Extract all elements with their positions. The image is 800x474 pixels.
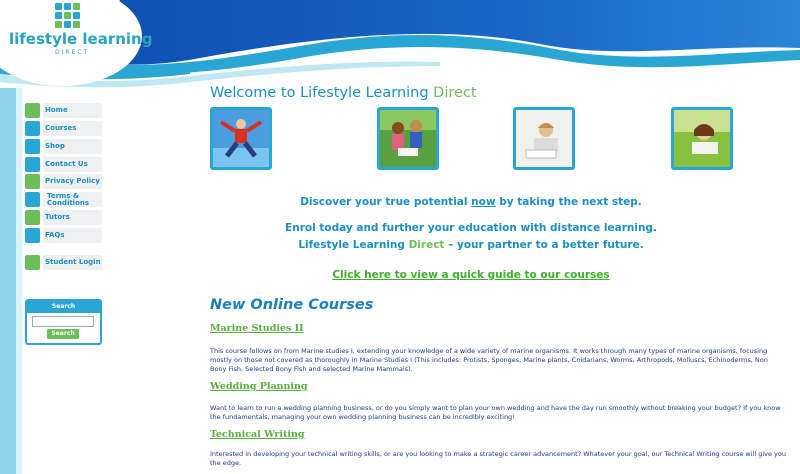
tagline-text-end: – your partner to a better future. xyxy=(444,239,644,251)
logo-grid-square xyxy=(73,12,80,19)
nav-square-icon xyxy=(25,255,40,270)
tagline-text-end: by taking the next step. xyxy=(495,196,642,208)
course-desc-wedding-planning: Want to learn to run a wedding planning business, or do you simply want to plan your own wedding and have the day run smoothly without breaking your budget? If you know the fundamentals, managing your own wedding planning business can be incredibly exciting! xyxy=(210,404,781,421)
nav-square-icon xyxy=(25,103,40,118)
tagline-text: Discover your true potential xyxy=(300,196,472,208)
search-panel xyxy=(25,299,102,345)
logo-grid-square xyxy=(73,21,80,28)
search-button[interactable]: Search xyxy=(47,329,79,339)
nav-square-icon xyxy=(25,121,40,136)
course-title-marine-studies[interactable]: Marine Studies II xyxy=(210,323,304,334)
nav-square-icon xyxy=(25,174,40,189)
nav-label: Terms & Conditions xyxy=(43,192,102,207)
course-title-wedding-planning[interactable]: Wedding Planning xyxy=(210,381,308,392)
logo-grid-square xyxy=(73,3,80,10)
nav-label: Student Login xyxy=(43,255,102,270)
left-decor-strip xyxy=(0,88,16,474)
header-banner xyxy=(0,0,800,88)
nav-item-terms-conditions[interactable] xyxy=(25,192,102,207)
nav-item-courses[interactable] xyxy=(25,121,102,136)
logo-grid-square xyxy=(64,12,71,19)
logo-grid-icon xyxy=(55,3,80,28)
logo-subtitle: DIRECT xyxy=(55,49,90,56)
logo-grid-square xyxy=(55,12,62,19)
tagline-enrol: Enrol today and further your education with distance learning. xyxy=(285,222,657,234)
nav-item-student-login[interactable] xyxy=(25,255,102,270)
woman-on-grass-photo xyxy=(671,107,733,170)
tagline-partner xyxy=(210,239,732,251)
nav-item-shop[interactable] xyxy=(25,139,102,154)
logo-grid-square xyxy=(64,3,71,10)
nav-label: Tutors xyxy=(43,210,102,225)
nav-item-contact-us[interactable] xyxy=(25,157,102,172)
studying-couple-photo xyxy=(377,107,439,170)
jumping-person-photo xyxy=(210,107,272,170)
welcome-direct: Direct xyxy=(433,85,477,101)
new-courses-heading: New Online Courses xyxy=(210,297,374,313)
nav-square-icon xyxy=(25,139,40,154)
nav-label: Home xyxy=(43,103,102,118)
tagline-text: Lifestyle Learning xyxy=(298,239,409,251)
woman-reading-photo xyxy=(513,107,575,170)
nav-label: FAQs xyxy=(43,228,102,243)
course-title-technical-writing[interactable]: Technical Writing xyxy=(210,429,305,440)
nav-square-icon xyxy=(25,228,40,243)
tagline-direct: Direct xyxy=(408,239,445,251)
course-desc-technical-writing: Interested in developing your technical writing skills, or are you looking to make a strategic career advancement? Whatever your goal, our Technical Writing course will give you the edge. xyxy=(210,450,787,467)
nav-item-tutors[interactable] xyxy=(25,210,102,225)
nav-square-icon xyxy=(25,192,40,207)
nav-label: Privacy Policy xyxy=(43,174,102,189)
tagline-potential xyxy=(210,196,732,208)
logo-grid-square xyxy=(64,21,71,28)
page-title xyxy=(210,85,477,101)
nav-square-icon xyxy=(25,210,40,225)
nav-label: Contact Us xyxy=(43,157,102,172)
logo-name: lifestyle learning xyxy=(9,30,153,48)
quick-guide-link[interactable]: Click here to view a quick guide to our courses xyxy=(332,269,610,281)
logo-grid-square xyxy=(55,21,62,28)
search-input[interactable] xyxy=(32,316,94,327)
nav-label: Shop xyxy=(43,139,102,154)
welcome-text: Welcome to Lifestyle Learning xyxy=(210,85,434,101)
nav-square-icon xyxy=(25,157,40,172)
nav-item-home[interactable] xyxy=(25,103,102,118)
logo-grid-square xyxy=(55,3,62,10)
search-title: Search xyxy=(27,301,100,313)
left-decor-strip-light xyxy=(16,88,22,474)
nav-label: Courses xyxy=(43,121,102,136)
nav-item-privacy-policy[interactable] xyxy=(25,174,102,189)
tagline-now: now xyxy=(471,196,496,208)
site-logo[interactable] xyxy=(0,0,153,88)
course-desc-marine-studies: This course follows on from Marine studies I, extending your knowledge of a wide variety of marine organisms. It works through many types of marine organisms, focusing mostly on those not covered as thoroughly in Marine Studies I (This includes: Protists, Sponges, Marine plants, Cnidarians, Worms, Arthropods, Molluscs, Echinoderms, Non Bony Fish, Selected Bony Fish and selected Marine Mammals). xyxy=(210,347,768,373)
nav-item-faqs[interactable] xyxy=(25,228,102,243)
